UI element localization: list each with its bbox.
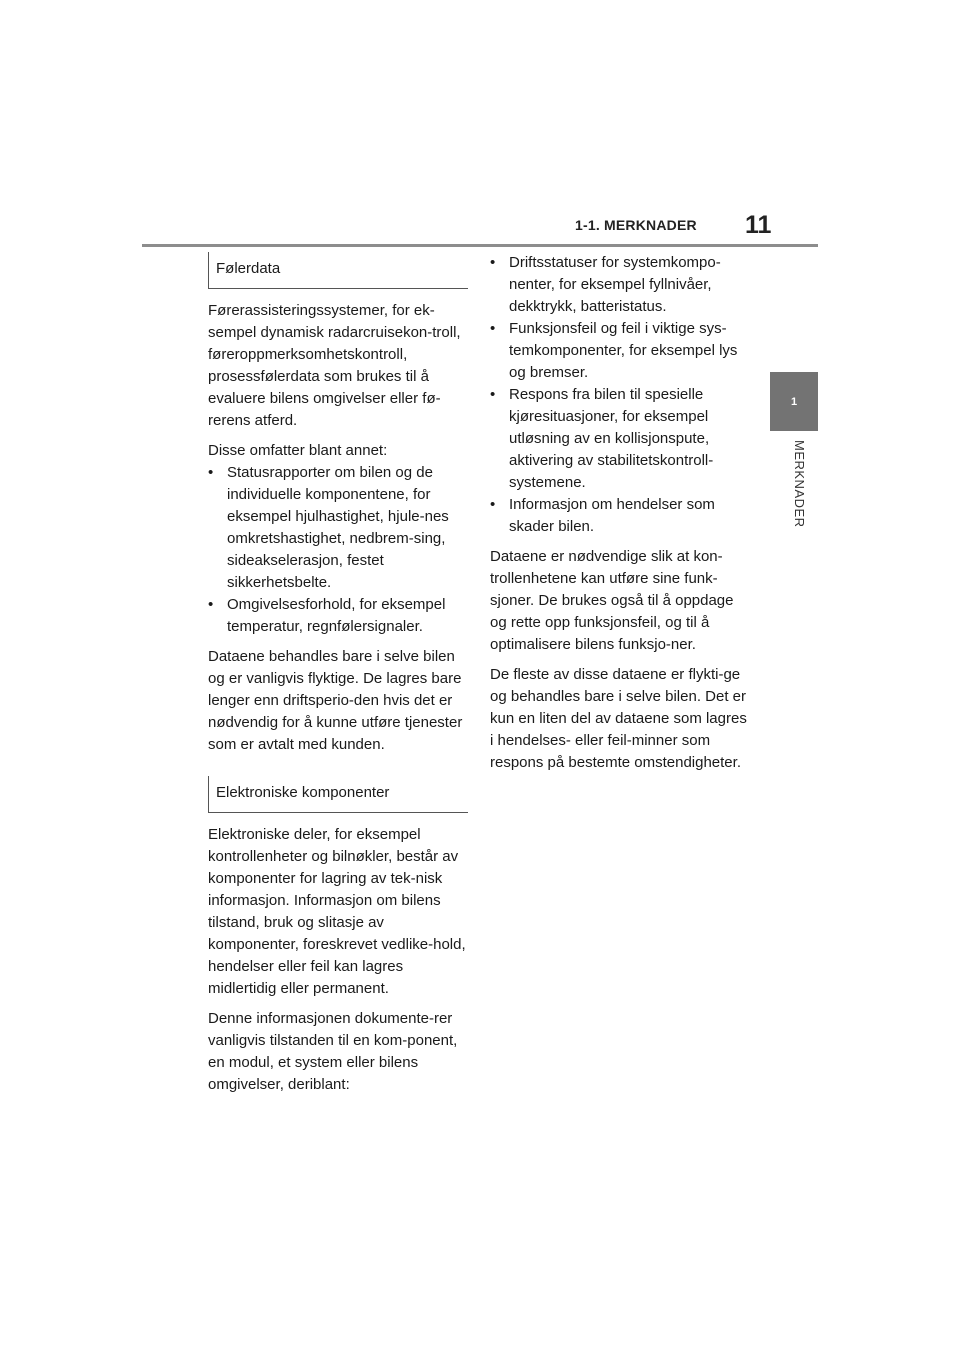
header-rule bbox=[142, 244, 818, 247]
list-item: • Omgivelsesforhold, for eksempel temperatur, regnfølersignaler. bbox=[208, 594, 468, 638]
section-heading-sensor-data: Følerdata bbox=[208, 252, 468, 289]
list-item: • Statusrapporter om bilen og de individuelle komponentene, for eksempel hjulhastighet, hjule-nes omkretshastighet, nedbrem-sing, sideakselerasjon, festet sikkerhetsbelte. bbox=[208, 462, 468, 594]
paragraph: Dataene behandles bare i selve bilen og er vanligvis flyktige. De lagres bare lenger enn driftsperio-den hvis det er nødvendig for å kunne utføre tjenester som er avtalt med kunden. bbox=[208, 648, 463, 753]
page-number: 11 bbox=[745, 211, 772, 239]
header-section-title: 1-1. MERKNADER bbox=[575, 217, 697, 233]
paragraph: De fleste av disse dataene er flykti-ge og behandles bare i selve bilen. Det er kun en liten del av dataene som lagres i hendelses- eller feil-minner som respons på bestemte omstendigheter. bbox=[490, 666, 747, 771]
chapter-tab bbox=[770, 372, 818, 431]
chapter-tab-number: 1 bbox=[790, 395, 798, 408]
paragraph: Førerassisteringssystemer, for ek-sempel dynamisk radarcruisekon-troll, føreroppmerksomhetskontroll, prosessfølerdata som brukes til å evaluere bilens omgivelser eller fø-rerens atferd. bbox=[208, 302, 461, 429]
paragraph: Disse omfatter blant annet: bbox=[208, 442, 388, 459]
right-column bbox=[490, 252, 750, 782]
bullet-list bbox=[490, 252, 750, 538]
list-item: • Informasjon om hendelser som skader bilen. bbox=[490, 494, 750, 538]
paragraph: Dataene er nødvendige slik at kon-trollenhetene kan utføre sine funk-sjoner. De brukes også til å oppdage og rette opp funksjonsfeil, og til å optimalisere bilens funksjo-ner. bbox=[490, 548, 734, 653]
list-item: • Respons fra bilen til spesielle kjøresituasjoner, for eksempel utløsning av en kollisjonspute, aktivering av stabilitetskontroll-systemene. bbox=[490, 384, 750, 494]
bullet-list bbox=[208, 462, 468, 638]
list-item: • Driftsstatuser for systemkompo-nenter, for eksempel fyllnivåer, dekktrykk, batteristatus. bbox=[490, 252, 750, 318]
chapter-side-label: MERKNADER bbox=[792, 440, 807, 528]
list-item: • Funksjonsfeil og feil i viktige sys-temkomponenter, for eksempel lys og bremser. bbox=[490, 318, 750, 384]
left-column bbox=[208, 252, 468, 1104]
paragraph: Denne informasjonen dokumente-rer vanligvis tilstanden til en kom-ponent, en modul, et system eller bilens omgivelser, deriblant: bbox=[208, 1010, 458, 1093]
section-heading-electronic-components: Elektroniske komponenter bbox=[208, 776, 468, 813]
paragraph: Elektroniske deler, for eksempel kontrollenheter og bilnøkler, består av komponenter for lagring av tek-nisk informasjon. Informasjon om bilens tilstand, bruk og slitasje av komponenter, foreskrevet vedlike-hold, hendelser eller feil kan lagres midlertidig eller permanent. bbox=[208, 826, 466, 997]
